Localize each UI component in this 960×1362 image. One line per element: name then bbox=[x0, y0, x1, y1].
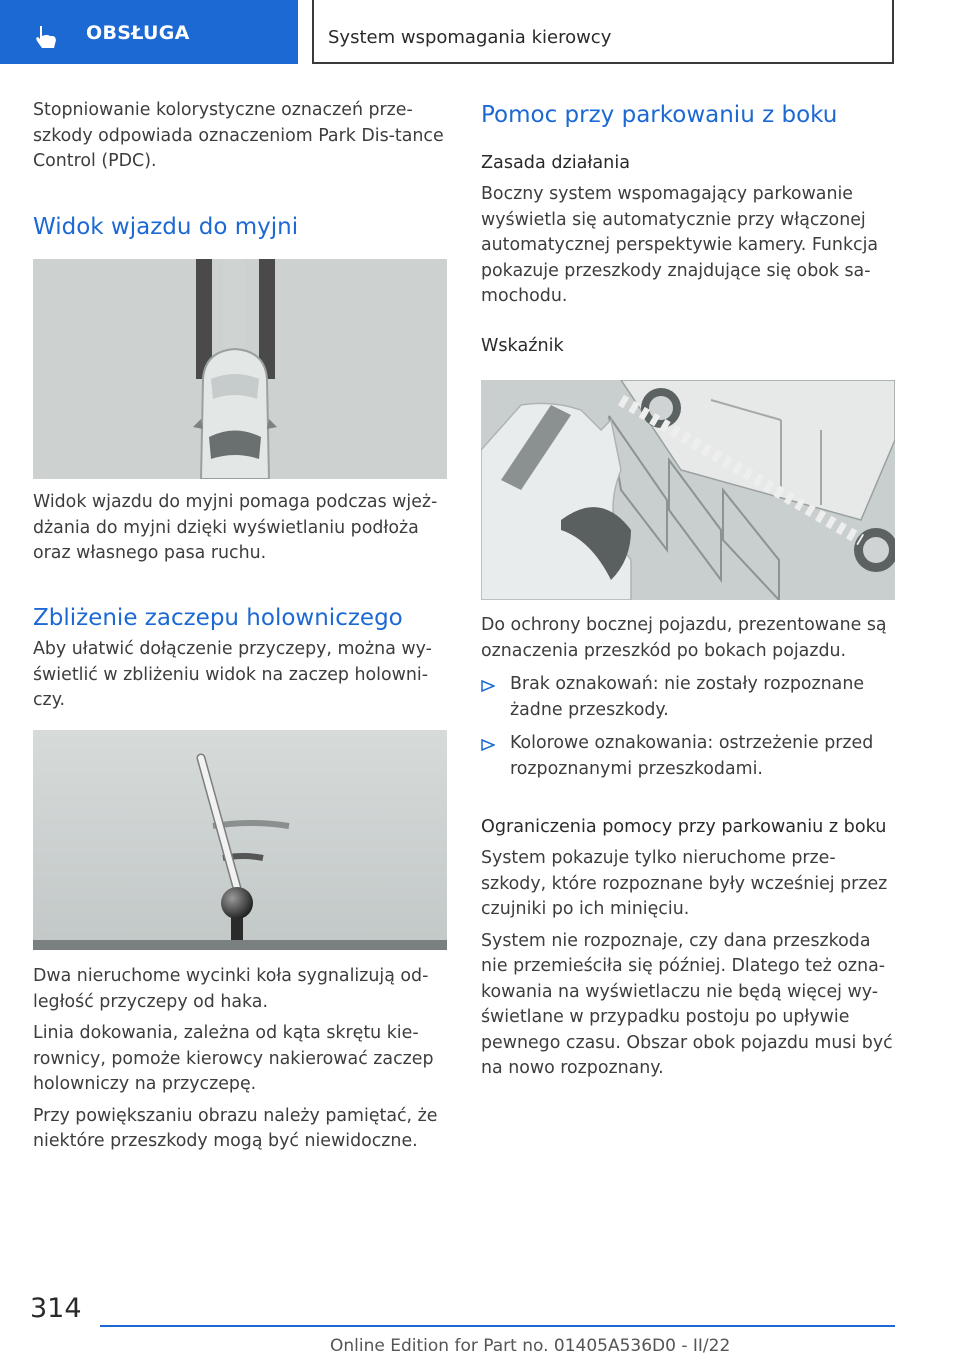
carwash-view-image bbox=[33, 259, 447, 479]
hitch-paragraph-4: Przy powiększaniu obrazu należy pamiętać, że niektóre przeszkody mogą być niewidoczne. bbox=[33, 1105, 438, 1151]
bullet-text: Brak oznakowań: nie zostały rozpoznane żadne przeszkody. bbox=[510, 674, 865, 720]
hitch-heading: Zbliżenie zaczepu holowniczego bbox=[33, 605, 403, 631]
edition-footer: Online Edition for Part no. 01405A536D0 - II/22 bbox=[330, 1336, 731, 1356]
intro-paragraph bbox=[33, 98, 449, 175]
principle-heading: Zasada działania bbox=[481, 153, 630, 173]
hitch-paragraph-3: Linia dokowania, zależna od kąta skrętu kie-rownicy, pomoże kierowcy nakierować zaczep holowniczy na przyczepę. bbox=[33, 1023, 434, 1094]
side-parking-heading: Pomoc przy parkowaniu z boku bbox=[481, 102, 838, 128]
indicator-text: Do ochrony bocznej pojazdu, prezentowane są oznaczenia przeszkód po bokach pojazdu. bbox=[481, 615, 887, 661]
indicator-section bbox=[481, 613, 897, 782]
carwash-description bbox=[33, 490, 449, 567]
side-parking-illustration bbox=[481, 380, 895, 600]
indicator-heading: Wskaźnik bbox=[481, 335, 564, 356]
page-number: 314 bbox=[30, 1293, 82, 1324]
side-parking-image bbox=[481, 380, 895, 600]
bullet-text: Kolorowe oznakowania: ostrzeżenie przed rozpoznanymi przeszkodami. bbox=[510, 733, 874, 779]
hitch-section bbox=[33, 603, 449, 714]
section-tab bbox=[0, 0, 298, 64]
carwash-heading: Widok wjazdu do myjni bbox=[33, 214, 299, 240]
limits-heading: Ograniczenia pomocy przy parkowaniu z boku bbox=[481, 817, 887, 837]
hitch-details bbox=[33, 964, 449, 1155]
bullet-item-no-markings bbox=[481, 672, 897, 723]
chapter-title-box bbox=[312, 0, 894, 64]
limits-paragraph-2: System nie rozpoznaje, czy dana przeszkoda nie przemieściła się później. Dlatego też ozna-kowania na wyświetlaczu nie będą więcej wy-świetlane w przypadku postoju po upływie pewnego czasu. Obszar obok pojazdu musi być na nowo rozpoznany. bbox=[481, 930, 893, 1078]
limits-paragraph-1: System pokazuje tylko nieruchome prze-szkody, które rozpoznane były wcześniej przez czujniki po ich minięciu. bbox=[481, 848, 888, 919]
triangle-bullet-icon bbox=[481, 739, 495, 751]
section-label: OBSŁUGA bbox=[86, 22, 190, 44]
footer-divider bbox=[100, 1325, 895, 1327]
hand-pointer-icon bbox=[30, 22, 66, 52]
bullet-item-colored-markings bbox=[481, 731, 897, 782]
carwash-heading-block bbox=[33, 212, 449, 242]
hitch-text: Aby ułatwić dołączenie przyczepy, można wy-świetlić w zbliżeniu widok na zaczep holowni-czy. bbox=[33, 639, 432, 710]
hitch-illustration bbox=[33, 730, 447, 950]
carwash-text: Widok wjazdu do myjni pomaga podczas wjeż-dżania do myjni dzięki wyświetlaniu podłoża oraz własnego pasa ruchu. bbox=[33, 492, 438, 563]
principle-text: Boczny system wspomagający parkowanie wyświetla się automatycznie przy włączonej automatycznej perspektywie kamery. Funkcja pokazuje przeszkody znajdujące się obok sa-mochodu. bbox=[481, 184, 879, 306]
intro-text: Stopniowanie kolorystyczne oznaczeń prze-szkody odpowiada oznaczeniom Park Dis-tance Control (PDC). bbox=[33, 100, 444, 171]
limits-section bbox=[481, 815, 897, 1082]
side-parking-section bbox=[481, 100, 897, 359]
hitch-zoom-image bbox=[33, 730, 447, 950]
chapter-title: System wspomagania kierowcy bbox=[328, 27, 612, 48]
triangle-bullet-icon bbox=[481, 680, 495, 692]
hitch-paragraph-2: Dwa nieruchome wycinki koła sygnalizują od-ległość przyczepy od haka. bbox=[33, 966, 429, 1012]
carwash-illustration bbox=[33, 259, 447, 479]
